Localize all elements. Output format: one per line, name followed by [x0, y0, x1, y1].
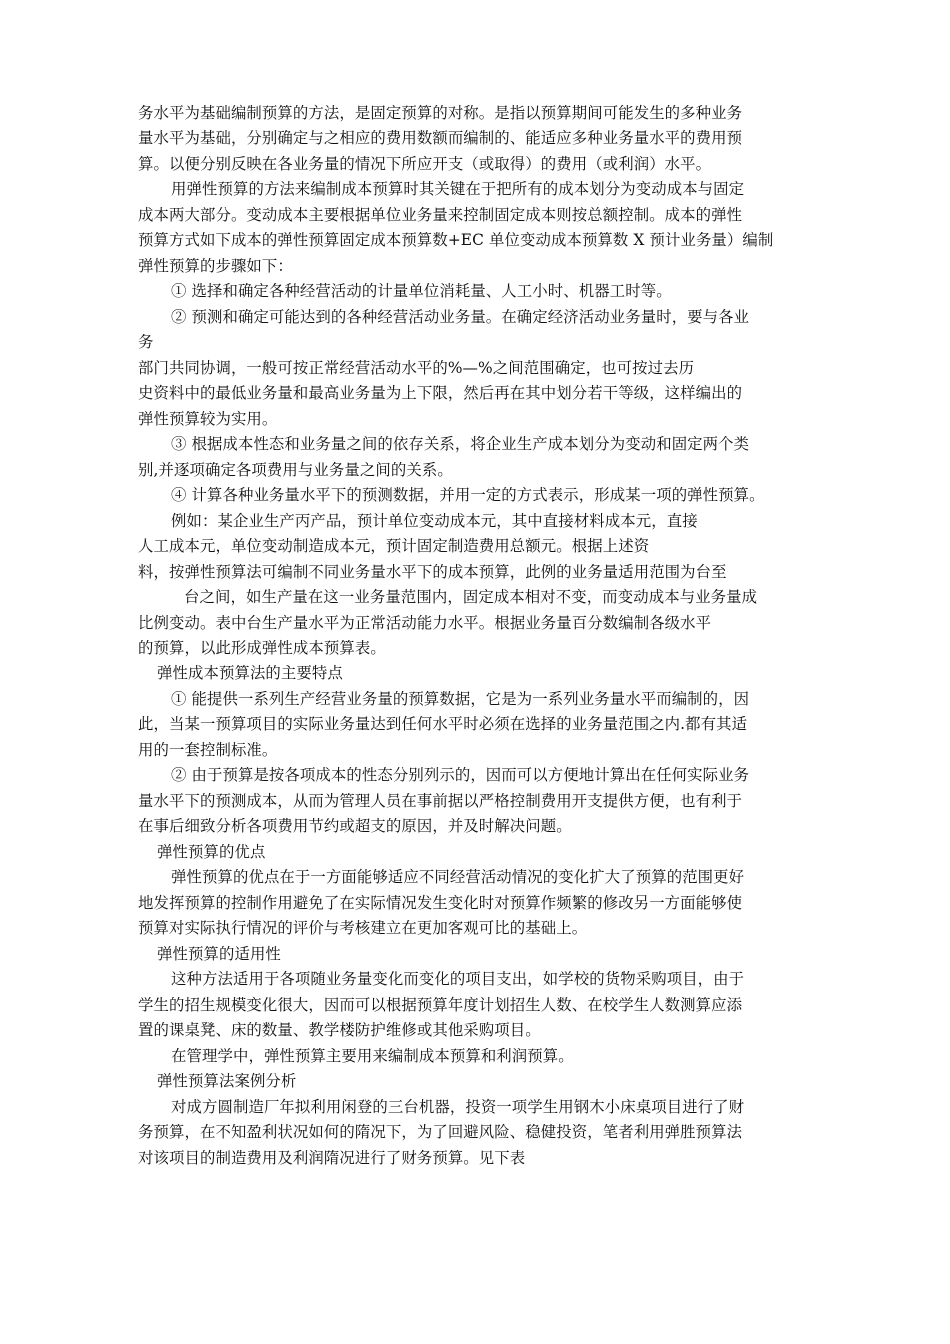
text-line: 对成方圆制造厂年拟利用闲登的三台机器，投资一项学生用钢木小床桌项目进行了财: [171, 1098, 745, 1116]
text-line: 此，当某一预算项目的实际业务量达到任何水平时必须在选择的业务量范围之内.都有其适: [138, 715, 748, 733]
text-line: 务: [138, 333, 154, 351]
text-line: 料，按弹性预算法可编制不同业务量水平下的成本预算，此例的业务量适用范围为台至: [138, 563, 727, 581]
text-line: 成本两大部分。变动成本主要根据单位业务量来控制固定成本则按总额控制。成本的弹性: [138, 206, 743, 224]
text-line: 弹性预算较为实用。: [138, 410, 278, 428]
text-line: 预算对实际执行情况的评价与考核建立在更加客观可比的基础上。: [138, 919, 588, 937]
text-line: 务预算，在不知盈利状况如何的隋况下，为了回避风险、稳健投资，笔者利用弹胜预算法: [138, 1123, 743, 1141]
text-line: 在管理学中，弹性预算主要用来编制成本预算和利润预算。: [171, 1047, 574, 1065]
text-line: 预算方式如下成本的弹性预算固定成本预算数+EC 单位变动成本预算数 X 预计业务量）编制: [138, 231, 774, 249]
list-item: ④ 计算各种业务量水平下的预测数据，并用一定的方式表示，形成某一项的弹性预算。: [171, 486, 765, 504]
list-item: ③ 根据成本性态和业务量之间的依存关系，将企业生产成本划分为变动和固定两个类: [171, 435, 750, 453]
text-line: 务水平为基础编制预算的方法，是固定预算的对称。是指以预算期间可能发生的多种业务: [138, 104, 743, 122]
list-item: ① 选择和确定各种经营活动的计量单位消耗量、人工小时、机器工时等。: [171, 282, 672, 300]
text-line: 学生的招生规模变化很大，因而可以根据预算年度计划招生人数、在校学生人数测算应添: [138, 996, 743, 1014]
text-line: 在事后细致分析各项费用节约或超支的原因，并及时解决问题。: [138, 817, 572, 835]
list-item: ① 能提供一系列生产经营业务量的预算数据，它是为一系列业务量水平而编制的，因: [171, 690, 750, 708]
text-line: 算。以便分别反映在各业务量的情况下所应开支（或取得）的费用（或利润）水平。: [138, 155, 712, 173]
text-line: 用的一套控制标准。: [138, 741, 278, 759]
text-line: 弹性预算的优点在于一方面能够适应不同经营活动情况的变化扩大了预算的范围更好: [171, 868, 745, 886]
text-line: 地发挥预算的控制作用避免了在实际情况发生变化时对预算作频繁的修改另一方面能够使: [138, 894, 743, 912]
section-heading: 弹性成本预算法的主要特点: [157, 664, 343, 682]
text-line: 部门共同协调，一般可按正常经营活动水平的%—%之间范围确定，也可按过去历: [138, 359, 695, 377]
text-line: 的预算，以此形成弹性成本预算表。: [138, 639, 386, 657]
text-line: 比例变动。表中台生产量水平为正常活动能力水平。根据业务量百分数编制各级水平: [138, 614, 712, 632]
text-line: 对该项目的制造费用及利润隋况进行了财务预算。见下表: [138, 1149, 526, 1167]
text-line: 人工成本元，单位变动制造成本元，预计固定制造费用总额元。根据上述资: [138, 537, 650, 555]
text-line: 台之间，如生产量在这一业务量范围内，固定成本相对不变，而变动成本与业务量成: [184, 588, 758, 606]
text-line: 弹性预算的步骤如下：: [138, 257, 293, 275]
list-item: ② 预测和确定可能达到的各种经营活动业务量。在确定经济活动业务量时，要与各业: [171, 308, 750, 326]
text-line: 置的课桌凳、床的数量、教学楼防护维修或其他采购项目。: [138, 1021, 541, 1039]
text-line: 用弹性预算的方法来编制成本预算时其关键在于把所有的成本划分为变动成本与固定: [171, 180, 745, 198]
section-heading: 弹性预算的适用性: [157, 945, 281, 963]
section-heading: 弹性预算法案例分析: [157, 1072, 297, 1090]
section-heading: 弹性预算的优点: [157, 843, 266, 861]
text-line: 史资料中的最低业务量和最高业务量为上下限，然后再在其中划分若干等级，这样编出的: [138, 384, 743, 402]
list-item: ② 由于预算是按各项成本的性态分别列示的，因而可以方便地计算出在任何实际业务: [171, 766, 750, 784]
text-line: 量水平下的预测成本，从而为管理人员在事前据以严格控制费用开支提供方便，也有利于: [138, 792, 743, 810]
text-line: 量水平为基础，分别确定与之相应的费用数额而编制的、能适应多种业务量水平的费用预: [138, 129, 743, 147]
text-line: 这种方法适用于各项随业务量变化而变化的项目支出，如学校的货物采购项目，由于: [171, 970, 745, 988]
text-line: 别,并逐项确定各项费用与业务量之间的关系。: [138, 461, 453, 479]
text-line: 例如：某企业生产丙产品，预计单位变动成本元，其中直接材料成本元，直接: [171, 512, 698, 530]
